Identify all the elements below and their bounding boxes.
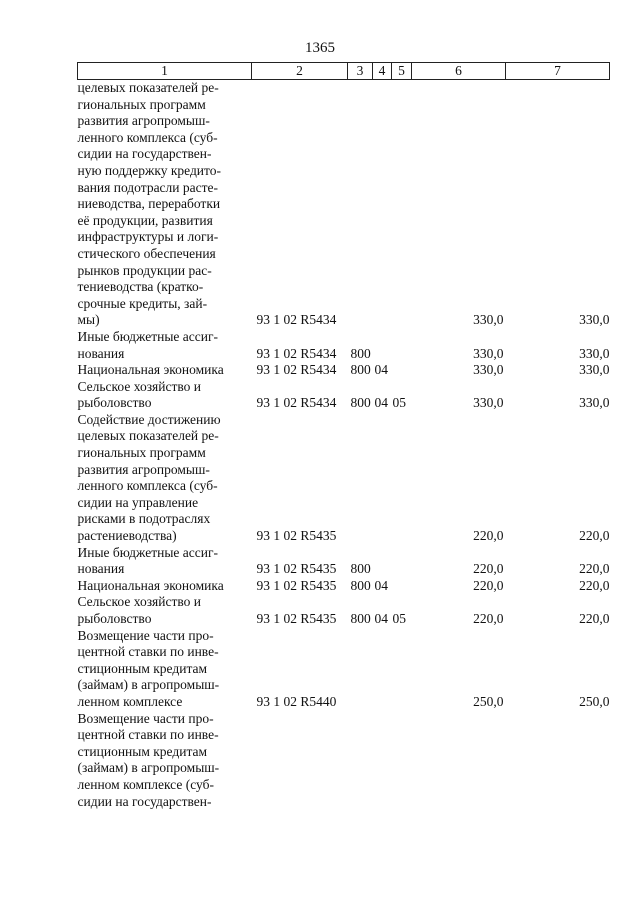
row-target-code: 93 1 02 R5440 xyxy=(256,693,337,709)
description-line: нования xyxy=(77,561,125,577)
description-line: ниеводства, переработки xyxy=(77,196,221,212)
column-5-header: 5 xyxy=(392,63,412,80)
row-description xyxy=(78,379,252,412)
description-line: (займам) в агропромыш- xyxy=(77,760,220,776)
description-line: нования xyxy=(77,345,125,361)
row-subsection: 05 xyxy=(392,611,406,626)
row-target-code: 93 1 02 R5435 xyxy=(256,528,337,544)
description-line: стиционным кредитам xyxy=(77,660,208,676)
description-line: рыболовство xyxy=(77,611,152,626)
row-amount-col7: 220,0 xyxy=(579,577,610,593)
description-line: тениеводства (кратко- xyxy=(77,279,204,295)
row-section: 04 xyxy=(374,577,388,593)
table-row xyxy=(78,545,610,578)
description-line: развития агропромыш- xyxy=(77,461,210,477)
row-expense-type: 800 xyxy=(350,577,371,593)
row-subsection xyxy=(392,628,412,711)
row-amount-col6: 330,0 xyxy=(473,345,504,361)
row-description xyxy=(78,80,252,329)
description-line: Возмещение части про- xyxy=(77,627,214,643)
description-line: ную поддержку кредито- xyxy=(77,162,222,178)
row-target-code: 93 1 02 R5435 xyxy=(256,611,337,626)
row-description xyxy=(78,628,252,711)
row-target-code: 93 1 02 R5435 xyxy=(256,577,337,593)
description-line: рыболовство xyxy=(77,395,152,411)
page-number: 1365 xyxy=(305,40,335,56)
row-expense-type xyxy=(348,412,373,545)
row-amount-col6: 220,0 xyxy=(473,611,504,626)
row-amount-col6: 220,0 xyxy=(473,528,504,544)
row-description xyxy=(78,545,252,578)
description-line: Иные бюджетные ассиг- xyxy=(77,544,218,560)
column-3-header: 3 xyxy=(348,63,373,80)
description-line: стиционным кредитам xyxy=(77,743,208,759)
row-target-code: 93 1 02 R5434 xyxy=(256,395,337,411)
description-line: инфраструктуры и логи- xyxy=(77,229,219,245)
row-amount-col7: 330,0 xyxy=(579,362,610,378)
row-section xyxy=(373,545,392,578)
table-row xyxy=(78,329,610,362)
table-row xyxy=(78,578,610,595)
description-line: растениеводства) xyxy=(77,528,177,544)
description-line: сидии на управление xyxy=(77,494,199,510)
description-line: центной ставки по инве- xyxy=(77,644,219,660)
description-line: её продукции, развития xyxy=(77,212,213,228)
column-6-header: 6 xyxy=(412,63,506,80)
description-line: Иные бюджетные ассиг- xyxy=(77,328,218,344)
description-line: целевых показателей ре- xyxy=(77,80,219,95)
row-description xyxy=(78,578,252,595)
description-line: Сельское хозяйство и xyxy=(77,594,201,610)
description-line: рисками в подотраслях xyxy=(77,511,211,527)
description-line: ленного комплекса (суб- xyxy=(77,129,218,145)
row-amount-col6: 250,0 xyxy=(473,693,504,709)
row-target-code: 93 1 02 R5435 xyxy=(256,561,337,577)
row-subsection xyxy=(392,711,412,811)
description-line: Национальная экономика xyxy=(77,362,224,378)
row-amount-col7: 220,0 xyxy=(579,561,610,577)
row-section xyxy=(373,329,392,362)
description-line: ленном комплексе (суб- xyxy=(77,776,214,792)
table-row xyxy=(78,379,610,412)
row-expense-type: 800 xyxy=(350,345,371,361)
description-line: Возмещение части про- xyxy=(77,710,214,726)
row-section xyxy=(373,412,392,545)
table-row xyxy=(78,711,610,811)
table-body xyxy=(78,80,610,811)
row-subsection: 05 xyxy=(392,395,406,411)
column-7-header: 7 xyxy=(506,63,610,80)
row-expense-type: 800 xyxy=(350,362,371,378)
row-expense-type xyxy=(348,711,373,811)
table-row xyxy=(78,80,610,329)
row-target-code xyxy=(252,711,348,811)
description-line: стического обеспечения xyxy=(77,245,216,261)
row-target-code: 93 1 02 R5434 xyxy=(256,345,337,361)
table-row xyxy=(78,594,610,627)
row-section xyxy=(373,711,392,811)
column-1-header: 1 xyxy=(78,63,252,80)
row-amount-col7: 330,0 xyxy=(579,395,610,411)
row-amount-col7 xyxy=(506,711,610,811)
description-line: срочные кредиты, зай- xyxy=(77,295,208,311)
row-amount-col6: 220,0 xyxy=(473,577,504,593)
row-amount-col6: 330,0 xyxy=(473,362,504,378)
row-amount-col7: 330,0 xyxy=(579,312,610,328)
row-expense-type xyxy=(348,80,373,329)
row-amount-col7: 220,0 xyxy=(579,611,610,626)
row-subsection xyxy=(392,329,412,362)
row-expense-type: 800 xyxy=(350,395,371,411)
budget-table xyxy=(77,62,610,810)
row-subsection xyxy=(392,362,412,379)
row-amount-col7: 220,0 xyxy=(579,528,610,544)
row-target-code: 93 1 02 R5434 xyxy=(256,362,337,378)
description-line: Содействие достижению xyxy=(77,411,221,427)
description-line: развития агропромыш- xyxy=(77,113,210,129)
row-expense-type: 800 xyxy=(350,611,371,626)
description-line: целевых показателей ре- xyxy=(77,428,219,444)
row-section: 04 xyxy=(374,395,388,411)
row-expense-type: 800 xyxy=(350,561,371,577)
description-line: ленном комплексе xyxy=(77,693,183,709)
row-amount-col6: 330,0 xyxy=(473,395,504,411)
table-row xyxy=(78,362,610,379)
row-section: 04 xyxy=(374,611,388,626)
row-section xyxy=(373,628,392,711)
row-amount-col7: 250,0 xyxy=(579,693,610,709)
row-subsection xyxy=(392,412,412,545)
row-description xyxy=(78,329,252,362)
row-section: 04 xyxy=(374,362,388,378)
description-line: сидии на государствен- xyxy=(77,793,212,809)
row-description xyxy=(78,594,252,627)
description-line: сидии на государствен- xyxy=(77,146,212,162)
row-amount-col6: 220,0 xyxy=(473,561,504,577)
row-description xyxy=(78,711,252,811)
description-line: гиональных программ xyxy=(77,96,206,112)
description-line: рынков продукции рас- xyxy=(77,262,212,278)
description-line: мы) xyxy=(77,312,100,328)
row-amount-col6: 330,0 xyxy=(473,312,504,328)
description-line: Национальная экономика xyxy=(77,577,224,593)
description-line: Сельское хозяйство и xyxy=(77,378,201,394)
row-amount-col7: 330,0 xyxy=(579,345,610,361)
column-2-header: 2 xyxy=(252,63,348,80)
table-row xyxy=(78,412,610,545)
row-description xyxy=(78,362,252,379)
description-line: гиональных программ xyxy=(77,445,206,461)
row-subsection xyxy=(392,545,412,578)
row-subsection xyxy=(392,80,412,329)
description-line: вания подотрасли расте- xyxy=(77,179,219,195)
description-line: центной ставки по инве- xyxy=(77,727,219,743)
column-4-header: 4 xyxy=(373,63,392,80)
row-subsection xyxy=(392,578,412,595)
description-line: ленного комплекса (суб- xyxy=(77,478,218,494)
row-section xyxy=(373,80,392,329)
row-expense-type xyxy=(348,628,373,711)
row-amount-col6 xyxy=(412,711,506,811)
row-target-code: 93 1 02 R5434 xyxy=(256,312,337,328)
row-description xyxy=(78,412,252,545)
table-row xyxy=(78,628,610,711)
column-number-header xyxy=(78,63,610,80)
description-line: (займам) в агропромыш- xyxy=(77,677,220,693)
